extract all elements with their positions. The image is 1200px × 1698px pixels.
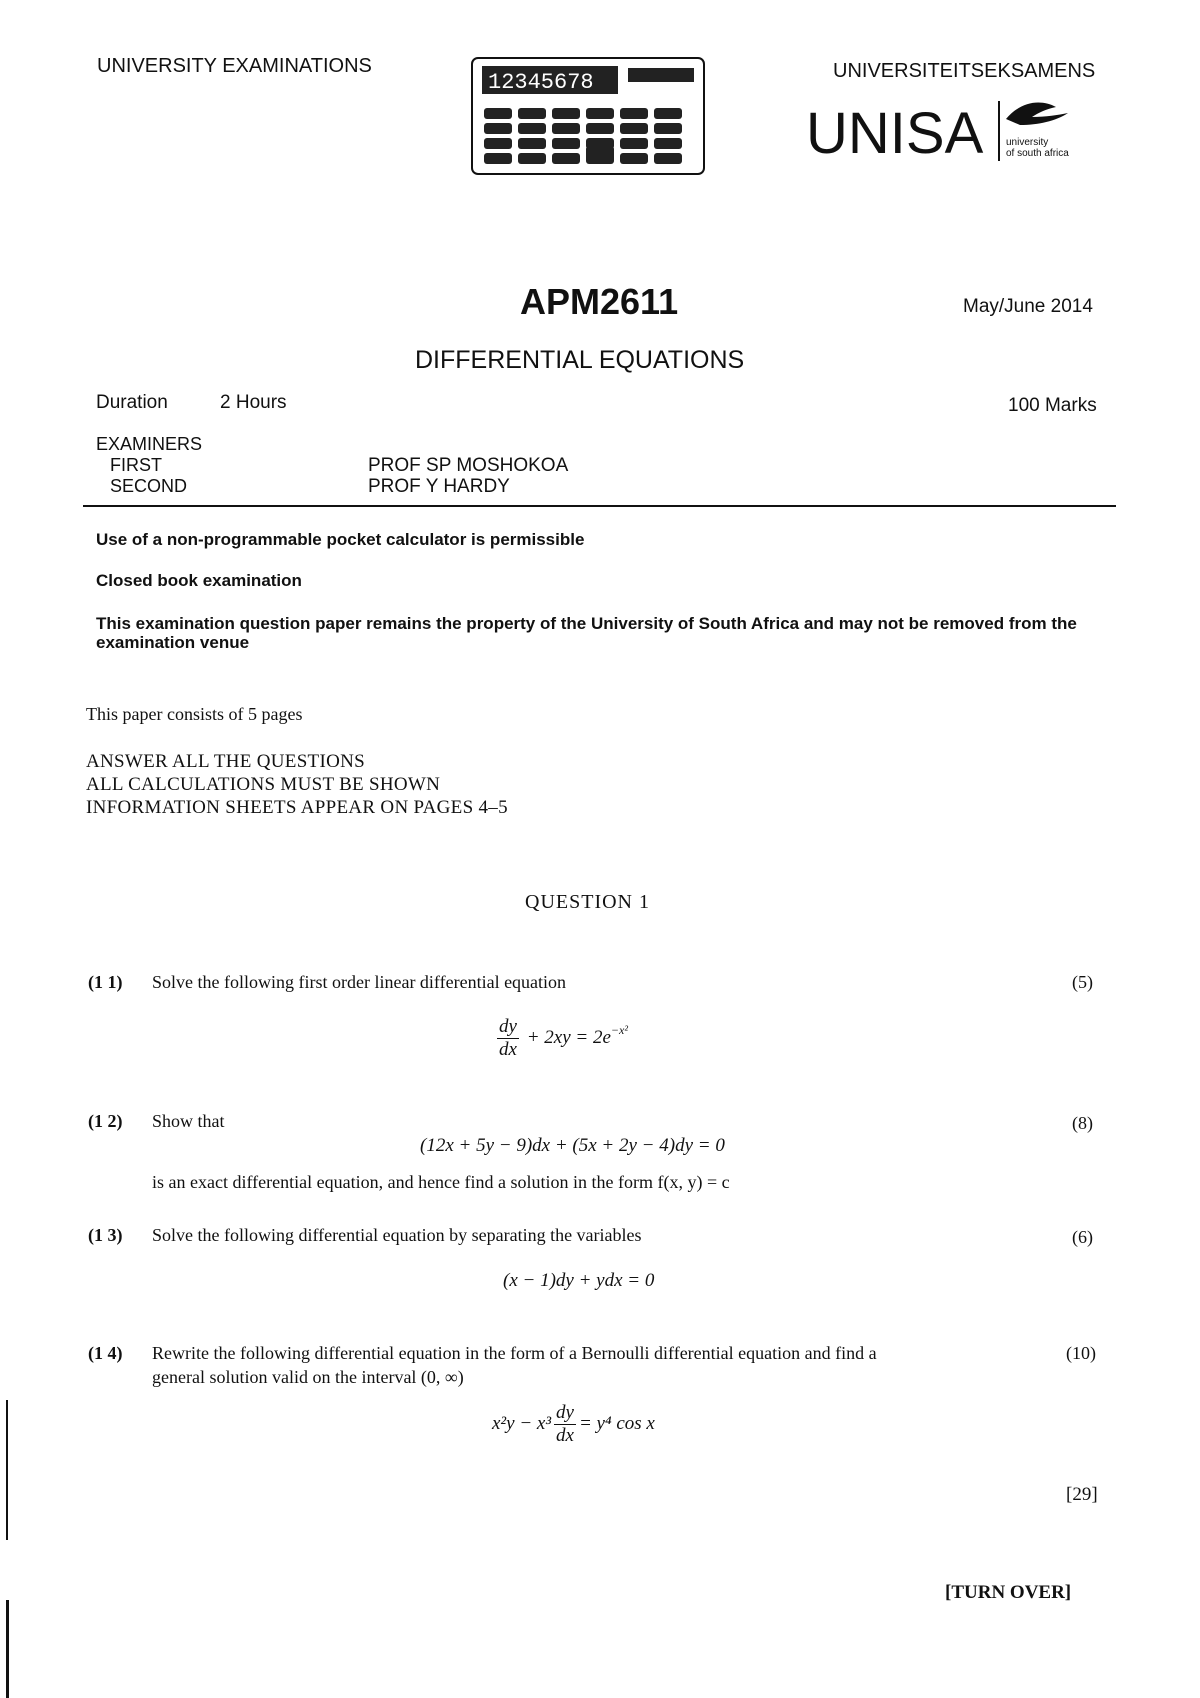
- first-examiner-name: PROF SP MOSHOKOA: [368, 455, 569, 476]
- equation-1-2: (12x + 5y − 9)dx + (5x + 2y − 4)dy = 0: [420, 1135, 725, 1156]
- question-number: (1 1): [88, 972, 123, 992]
- universiteitseksamens-heading: UNIVERSITEITSEKSAMENS: [833, 60, 1096, 82]
- svg-text:of south africa: of south africa: [1006, 148, 1069, 159]
- page-count: This paper consists of 5 pages: [86, 704, 303, 724]
- course-code: APM2611: [520, 281, 679, 322]
- question-marks: (10): [1066, 1343, 1096, 1363]
- equation-1-1: $\frac{dy}{dx}$ + $2xy = 2e^{-x^2}$: [499, 1016, 628, 1060]
- turn-over-label: [TURN OVER]: [945, 1582, 1072, 1603]
- closed-book-notice: Closed book examination: [96, 571, 302, 590]
- question-number: (1 2): [88, 1111, 123, 1131]
- svg-text:UNISA: UNISA: [806, 101, 984, 163]
- question-heading: QUESTION 1: [525, 891, 650, 913]
- question-marks: (8): [1072, 1113, 1093, 1133]
- question-text: Solve the following first order linear differential equation: [152, 972, 567, 992]
- subject-title: DIFFERENTIAL EQUATIONS: [415, 346, 745, 374]
- scan-margin-line: [6, 1600, 9, 1698]
- instruction-show-calculations: ALL CALCULATIONS MUST BE SHOWN: [86, 774, 441, 795]
- university-examinations-heading: UNIVERSITY EXAMINATIONS: [97, 55, 372, 77]
- examiners-heading: EXAMINERS: [96, 434, 203, 454]
- property-notice: This examination question paper remains the property of the University of South Africa and may not be removed from the examination venue: [96, 614, 1077, 652]
- second-examiner-label: SECOND: [110, 476, 188, 496]
- question-followup: is an exact differential equation, and hence find a solution in the form f(x, y) = c: [152, 1172, 730, 1192]
- question-marks: (5): [1072, 972, 1093, 992]
- exam-date: May/June 2014: [963, 296, 1093, 317]
- duration-label: Duration: [96, 392, 168, 413]
- svg-text:university: university: [1006, 137, 1049, 148]
- svg-text:12345678: 12345678: [488, 70, 594, 95]
- unisa-logo: [806, 97, 1100, 163]
- question-text: Solve the following differential equation by separating the variables: [152, 1225, 642, 1245]
- question-marks: (6): [1072, 1227, 1093, 1247]
- total-marks: 100 Marks: [1008, 395, 1097, 416]
- equation-1-4: x²y − x³ $\frac{dy}{dx}$ = y⁴ cos x: [492, 1402, 655, 1446]
- instruction-information-sheets: INFORMATION SHEETS APPEAR ON PAGES 4–5: [86, 797, 508, 818]
- calculator-icon: [470, 56, 706, 176]
- question-total: [29]: [1066, 1484, 1098, 1505]
- instruction-answer-all: ANSWER ALL THE QUESTIONS: [86, 751, 365, 772]
- question-number: (1 4): [88, 1343, 123, 1363]
- second-examiner-name: PROF Y HARDY: [368, 476, 510, 497]
- scan-margin-line: [6, 1400, 8, 1540]
- question-text-continued: general solution valid on the interval (0, ∞): [152, 1367, 464, 1387]
- equation-1-3: (x − 1)dy + ydx = 0: [503, 1270, 655, 1291]
- header-divider: [83, 505, 1116, 507]
- first-examiner-label: FIRST: [110, 455, 162, 475]
- calculator-notice: Use of a non-programmable pocket calculator is permissible: [96, 530, 585, 549]
- question-text: Show that: [152, 1111, 225, 1131]
- question-text: Rewrite the following differential equation in the form of a Bernoulli differential equation and find a: [152, 1343, 877, 1363]
- duration-value: 2 Hours: [220, 392, 287, 413]
- question-number: (1 3): [88, 1225, 123, 1245]
